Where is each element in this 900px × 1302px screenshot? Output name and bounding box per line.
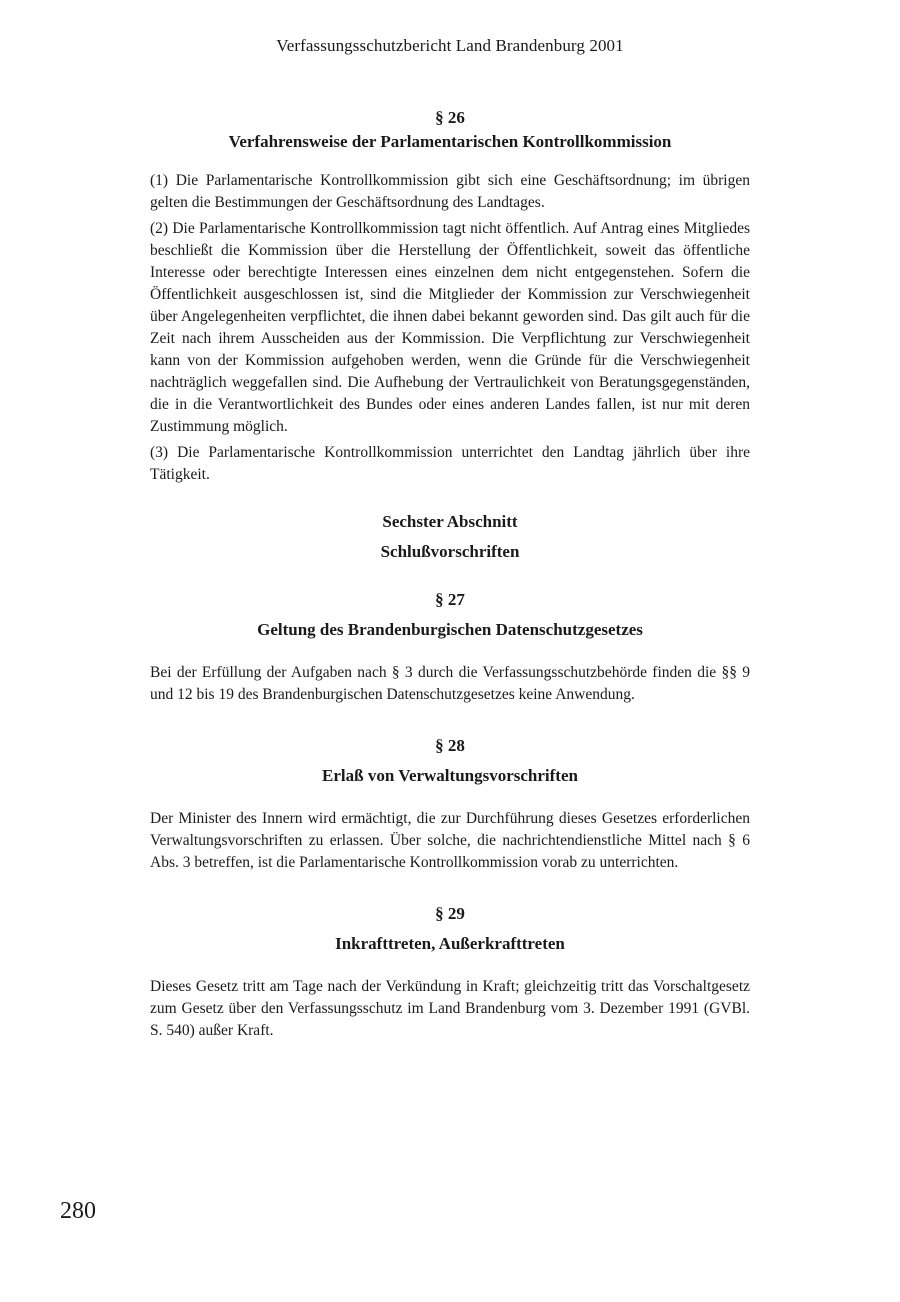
chapter-heading: Sechster Abschnitt [382, 512, 518, 531]
section-28-title: Erlaß von Verwaltungsvorschriften [322, 766, 578, 785]
section-28-sign: § 28 [435, 736, 465, 755]
section-27-paragraph-1: Bei der Erfüllung der Aufgaben nach § 3 durch die Verfassungsschutzbehörde finden die §§ 9 und 12 bis 19 des Brandenburgischen Datenschutzgesetzes keine Anwendung. [150, 664, 750, 703]
section-27-sign: § 27 [435, 590, 465, 609]
chapter-title: Schlußvorschriften [380, 542, 520, 561]
section-29-title: Inkrafttreten, Außerkrafttreten [335, 934, 565, 953]
section-26-paragraph-2: (2) Die Parlamentarische Kontrollkommission tagt nicht öffentlich. Auf Antrag eines Mitgliedes beschließt die Kommission über die Herstellung der Öffentlichkeit, soweit das öffentliche Interesse oder berechtigte Interessen eines einzelnen dem nicht entgegenstehen. Sofern die Öffentlichkeit ausgeschlossen ist, sind die Mitglieder der Kommission zur Verschwiegenheit über Angelegenheiten verpflichtet, die ihnen dabei bekannt geworden sind. Das gilt auch für die Zeit nach ihrem Ausscheiden aus der Kommission. Die Verpflichtung zur Verschwiegenheit kann von der Kommission aufgehoben werden, wenn die Gründe für die Verschwiegenheit nachträglich weggefallen sind. Die Aufhebung der Vertraulichkeit von Beratungsgegenständen, die in die Verantwortlichkeit des Bundes oder eines anderen Landes fallen, ist nur mit deren Zustimmung möglich. [150, 220, 750, 435]
section-29-sign: § 29 [435, 904, 465, 923]
section-26-title: Verfahrensweise der Parlamentarischen Kontrollkommission [228, 132, 672, 151]
section-26-paragraph-3: (3) Die Parlamentarische Kontrollkommission unterrichtet den Landtag jährlich über ihre Tätigkeit. [150, 444, 750, 483]
section-29-paragraph-1: Dieses Gesetz tritt am Tage nach der Verkündung in Kraft; gleichzeitig tritt das Vorschaltgesetz zum Gesetz über den Verfassungsschutz im Land Brandenburg vom 3. Dezember 1991 (GVBl. S. 540) außer Kraft. [150, 978, 750, 1039]
running-header: Verfassungsschutzbericht Land Brandenburg 2001 [276, 36, 624, 55]
section-26-paragraph-1: (1) Die Parlamentarische Kontrollkommission gibt sich eine Geschäftsordnung; im übrigen gelten die Bestimmungen der Geschäftsordnung des Landtages. [150, 172, 750, 211]
section-26-sign: § 26 [435, 108, 465, 127]
page-number: 280 [60, 1198, 96, 1224]
section-27-title: Geltung des Brandenburgischen Datenschutzgesetzes [257, 620, 643, 639]
section-28-paragraph-1: Der Minister des Innern wird ermächtigt, die zur Durchführung dieses Gesetzes erforderlichen Verwaltungsvorschriften zu erlassen. Über solche, die nachrichtendienstliche Mittel nach § 6 Abs. 3 betreffen, ist die Parlamentarische Kontrollkommission vorab zu unterrichten. [150, 810, 750, 871]
document-body [150, 108, 750, 1042]
